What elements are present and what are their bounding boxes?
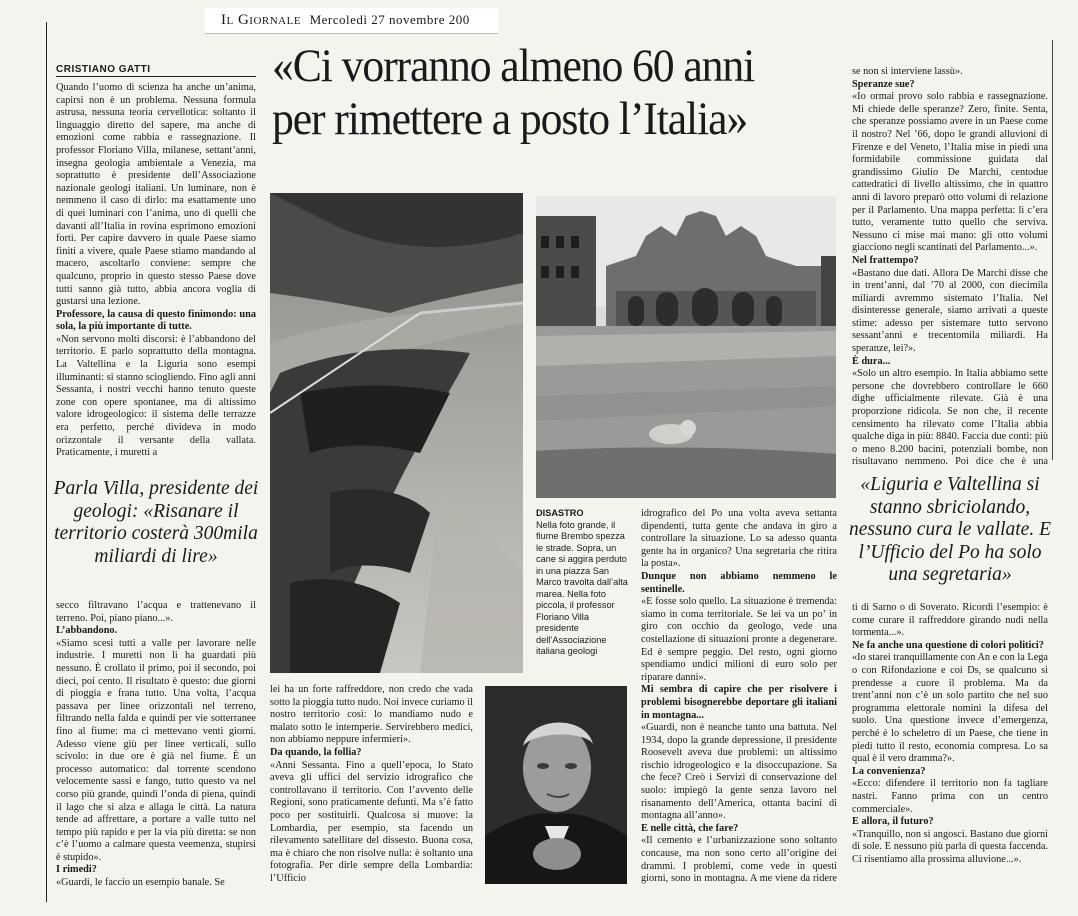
left-margin-rule (46, 22, 47, 902)
caption-text: Nella foto grande, il fiume Brembo spezza le strade. Sopra, un cane si aggira perduto in una piazza San Marco travolta dall’alta marea. Nella foto piccola, il professor Floriano Villa presidente dell’Associazione italiana geologi (536, 519, 628, 656)
answer-1: «Non servono molti discorsi: è l’abbandono del territorio. E parlo soprattutto della montagna. La Valtellina e la Liguria sono esempi illuminanti: si stanno sciogliendo. Fino agli anni Sessanta, i nostri vecchi hanno tenuto queste zone con opere spontanee, ma di altissimo valore idrogeologico: il sistema delle terrazze era perfetto, perché divideva in modo orizzontale il versante della vallata. Praticamente, i muretti a (56, 333, 256, 459)
masthead (205, 8, 498, 34)
answer-3: «Guardi, le faccio un esempio banale. Se (56, 877, 225, 889)
photo-san-marco (536, 196, 836, 498)
answer-13: «Tranquillo, non si angosci. Bastano due giorni di sole. E nessuno più parla di questa faccenda. Ci risentiamo alla prossima alluvione...». (852, 828, 1048, 865)
answer-7: «Il cemento e l’urbanizzazione sono soltanto concause, ma non sono certo all’origine dei drammi. I problemi, come vede in questi giorni, sono in montagna. A me viene da ridere (641, 835, 837, 884)
question-1: Professore, la causa di questo finimondo: una sola, la più importante di tutte. (56, 308, 256, 333)
question-2: L’abbandono. (56, 625, 118, 637)
answer-5: «E fosse solo quello. La situazione è tremenda: siamo in coma territoriale. Se lei va un po’ in giro con occhio da geologo, vede una costellazione di situazioni pronte a degenerare. Ed è sempre peggio. Del resto, ogni giorno spendiamo undici milioni di euro solo per riparare danni». (641, 596, 837, 683)
byline: CRISTIANO GATTI (56, 64, 151, 75)
portrait-image (485, 686, 627, 884)
question-11: Ne fa anche una questione di colori politici? (852, 639, 1044, 651)
caption-label: DISASTRO (536, 508, 584, 518)
intro-paragraph: Quando l’uomo di scienza ha anche un’anima, capirsi non è un problema. Nessuna formula astrusa, nessuna teoria cervellotica: soltanto il linguaggio diretto del sapere, ma anche di emozioni come rabbia e rassegnazione. Il professor Floriano Villa, milanese, settant’anni, insegna geologia ambientale a Venezia, ma soprattutto è presidente dell’Associazione nazionale geologi italiani. Un luminare, non è nemmeno il caso di dirlo: ma esattamente uno di quei luminari con l’anima, uno di quelli che davanti all’Italia in rovina esprimono emozioni forti. Per capire davvero in quale Paese siamo finiti a vivere, quale Paese stiamo mandando al macero, ascoltarlo conviene: sempre che qualcuno, proprio in questo stesso Paese dove tutti sanno già tutto, abbia ancora voglia di gustarsi una lezione. (56, 82, 256, 308)
article-column-4-continued (852, 602, 1048, 884)
answer-11: «Io starei tranquillamente con An e con la Lega o con Rifondazione e coi Ds, se qualcuno si prendesse a cuore il problema. Ma da trent’anni non c’è un solo partito che nel suo programma elettorale nomini la difesa del suolo. Una questione invece d’emergenza, perché è lo scheletro di un Paese, che tiene in piedi tutto il resto, economia compresa. Lo sa qual è il vero dramma?». (852, 652, 1048, 765)
question-9: Nel frattempo? (852, 254, 919, 266)
answer-10-continued: ti di Sarno o di Soverato. Ricordi l’esempio: è come curare il raffreddore girando nudi nella tormenta...». (852, 602, 1048, 639)
question-8: Speranze sue? (852, 78, 915, 90)
photo-floriano-villa (485, 686, 627, 884)
answer-3-continued: lei ha un forte raffreddore, non credo che vada sotto la pioggia tutto nudo. Noi invece curiamo il nostro territorio così: lo mandiamo nudo e malato sotto le intemperie. Servirebbero medici, non abbiamo neppure infermieri». (270, 684, 473, 746)
article-column-3 (641, 508, 837, 884)
answer-4: «Anni Sessanta. Fino a quell’epoca, lo Stato aveva gli uffici del servizio idrografico che controllavano il territorio. Con l’avvento delle Regioni, sono praticamente defunti. Ma s’è fatto poco per sostituirli. Qualcosa si muove: la Lombardia, per esempio, sta facendo un rilevamento satellitare del dissesto. Buona cosa, ma è chiaro che non risolve nulla: è soltanto una fotografia. Per dirle sempre della Lombardia: l’Ufficio (270, 759, 473, 884)
question-13: E allora, il futuro? (852, 816, 934, 828)
photo-caption (536, 508, 634, 658)
answer-10: «Solo un altro esempio. In Italia abbiamo sette persone che dovrebbero controllare le 660 dighe ufficialmente rilevate. Già è una proporzione ridicola. Se non che, il recente censimento ha rilevato come l’Italia abbia qualche diga in più: 8840. Faccia due conti: più o meno 8.200 bacini, potenziali bombe, non risultavano nemmeno. Poi dice che è una (852, 368, 1048, 468)
question-5: Dunque non abbiamo nemmeno le sentinelle. (641, 570, 837, 595)
question-10: È dura... (852, 355, 891, 367)
photo-brembo-river (270, 193, 523, 673)
question-12: La convenienza? (852, 765, 926, 777)
answer-9: «Bastano due dati. Allora De Marchi disse che in trent’anni, dal ’70 al 2000, con diecimila miliardi avremmo sistemato l’Italia. Nel disinteresse generale, siamo arrivati a queste stime: adesso per sistemare tutto servono sessant’anni e trecentomila miliardi. Ha speranze, lei?». (852, 267, 1048, 355)
answer-12: «Ecco: difendere il territorio non fa tagliare nastri. Fanno prima con un centro commerciale». (852, 778, 1048, 815)
flood-river-image (270, 193, 523, 673)
headline-line-2: per rimettere a posto l’Italia» (272, 93, 748, 145)
question-7: E nelle città, che fare? (641, 822, 739, 834)
headline-line-1: «Ci vorranno almeno 60 anni (272, 40, 755, 92)
answer-2: «Siamo scesi tutti a valle per lavorare nelle industrie. I muretti non li ha guardati più nessuno. È crollato il primo, poi il secondo, poi dieci, poi cento. Il risultato è questo: due giorni di pioggia e frana tutto. Una volta, l’acqua passava per linee orizzontali nel terreno, filtrando nella falda e quindi per vie sotterranee fino al fiume: ma ci mettevano venti giorni. Adesso viene giù per linee verticali, sullo scivolo: in due ore è già nel fiume. È un processo automatico: dal torrente scendono velocemente sassi e fango, tutto questo va nel corso più grande, quindi l’onda di piena, quindi il lago che si alza e allaga le città. La natura tende ad affrettare, a portare a valle tutto nel tempo più rapido e per la via più diretta: se non c’è l’uomo a calmare questa veemenza, stupirsi è stupido». (56, 637, 256, 863)
question-4: Da quando, la follia? (270, 746, 362, 758)
answer-7-continued: se non si interviene lassù». (852, 66, 963, 77)
question-6: Mi sembra di capire che per risolvere i problemi bisognerebbe deportare gli italiani in montagna... (641, 684, 837, 721)
answer-1-continued: secco filtravano l’acqua e trattenevano il terreno. Poi, piano piano...». (56, 600, 256, 624)
pull-quote-left: Parla Villa, presidente dei geologi: «Risanare il territorio costerà 300mila miliardi di lire» (53, 478, 259, 567)
answer-4-continued: idrografico del Po una volta aveva settanta dipendenti, tutta gente che andava in giro a controllare la situazione. Lo sa adesso quanta gente ha in organico? Una segretaria che ritira la posta». (641, 508, 837, 570)
issue-date: Mercoledì 27 novembre 200 (309, 12, 470, 27)
san-marco-flood-image (536, 196, 836, 498)
article-column-1 (56, 82, 256, 468)
pull-quote-right: «Liguria e Valtellina si stanno sbriciolando, nessuno cura le vallate. E l’Ufficio del Po ha solo una segretaria» (849, 474, 1051, 585)
answer-6: «Guardi, non è neanche tanto una battuta. Nel 1934, dopo la grande depressione, il presidente Roosevelt aveva due problemi: un altissimo rischio idrogeologico e la disoccupazione. Sa che fece? Creò i Servizi di conservazione del suolo: impiegò la gente senza lavoro nel risanamento dell’America, ottanta bacini di montagna all’anno». (641, 722, 837, 822)
answer-8: «Io ormai provo solo rabbia e rassegnazione. Mi chiede delle speranze? Zero, finite. Senta, che speranze possiamo avere in un Paese come il nostro? Nel ’66, dopo le grandi alluvioni di Firenze e del Veneto, l’Italia mise in piedi una formidabile commissione guidata dal grandissimo Giulio De Marchi, centodue cattedratici di livello altissimo, che in quattro anni di lavoro preparò otto volumi di relazione per il Parlamento. Una mappa perfetta: lì c’era tutto, veramente tutto quello che serviva. Nessuno ci mise mai mano: gli otto volumi giacciono negli scantinati del Parlamento...». (852, 91, 1048, 254)
newspaper-name: Il Giornale (221, 12, 302, 28)
article-column-2 (270, 684, 473, 884)
right-margin-rule (1052, 40, 1053, 460)
byline-rule (56, 76, 256, 77)
article-column-1-continued (56, 600, 256, 896)
question-3: I rimedi? (56, 864, 97, 876)
article-column-4 (852, 66, 1048, 468)
headline (272, 40, 807, 146)
